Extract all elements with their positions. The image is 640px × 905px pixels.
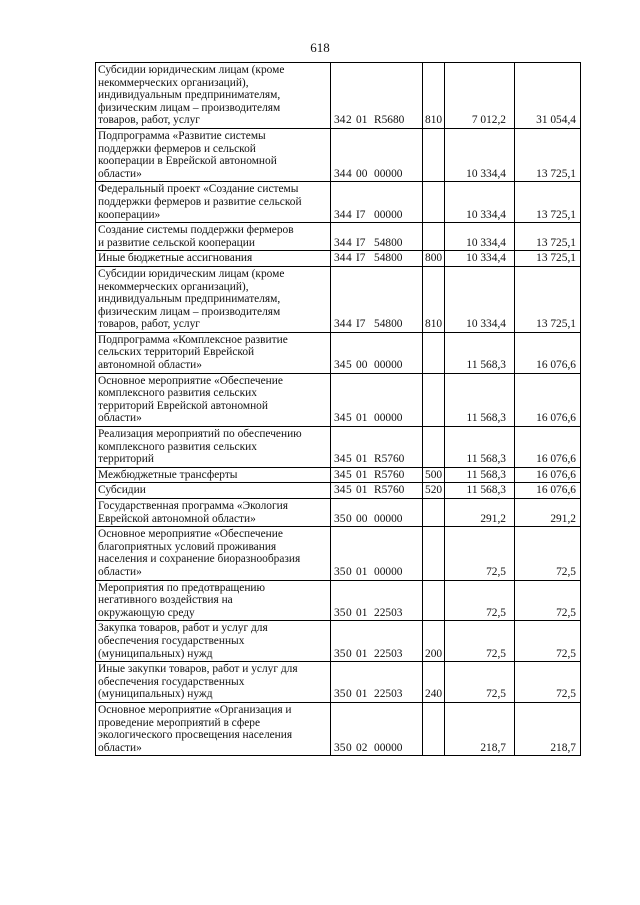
row-sum-year2: 72,5 — [515, 621, 581, 662]
row-sum-year2: 218,7 — [515, 702, 581, 755]
table-row — [96, 251, 581, 267]
code-program: 34 — [334, 236, 346, 249]
code-direction: 00000 — [374, 565, 403, 578]
code-subprogram: 0 — [346, 741, 352, 754]
table-row — [96, 483, 581, 499]
code-direction: 00000 — [374, 167, 403, 180]
row-expense-type: 800 — [423, 251, 445, 267]
code-subprogram: 0 — [346, 606, 352, 619]
row-code — [331, 266, 423, 332]
row-name: Подпрограмма «Развитие системы поддержки фермеров и сельской кооперации в Еврейской автономной области» — [96, 128, 331, 181]
code-program: 34 — [334, 114, 346, 127]
row-name: Закупка товаров, работ и услуг для обеспечения государственных (муниципальных) нужд — [96, 621, 331, 662]
table-row — [96, 128, 581, 181]
table-row — [96, 662, 581, 703]
row-sum-year2: 13 725,1 — [515, 223, 581, 251]
row-sum-year1: 72,5 — [445, 580, 515, 621]
code-direction: 00000 — [374, 412, 403, 425]
code-subprogram: 0 — [346, 565, 352, 578]
row-sum-year1: 10 334,4 — [445, 182, 515, 223]
table-row — [96, 63, 581, 129]
code-event: 01 — [356, 647, 368, 660]
code-program: 34 — [334, 359, 346, 372]
row-sum-year2: 16 076,6 — [515, 332, 581, 373]
row-expense-type: 200 — [423, 621, 445, 662]
code-subprogram: 5 — [346, 359, 352, 372]
row-sum-year1: 11 568,3 — [445, 467, 515, 483]
code-event: 01 — [356, 412, 368, 425]
code-subprogram: 0 — [346, 688, 352, 701]
code-event: I7 — [356, 208, 366, 221]
row-sum-year2: 291,2 — [515, 499, 581, 527]
code-subprogram: 5 — [346, 484, 352, 497]
table-row — [96, 427, 581, 468]
table-row — [96, 373, 581, 426]
code-subprogram: 4 — [346, 252, 352, 265]
row-code — [331, 427, 423, 468]
code-program: 35 — [334, 647, 346, 660]
row-expense-type — [423, 332, 445, 373]
code-subprogram: 4 — [346, 208, 352, 221]
row-sum-year2: 16 076,6 — [515, 467, 581, 483]
code-direction: R5760 — [374, 453, 405, 466]
row-expense-type — [423, 128, 445, 181]
code-subprogram: 2 — [346, 114, 352, 127]
code-subprogram: 5 — [346, 468, 352, 481]
row-code — [331, 223, 423, 251]
row-name: Основное мероприятие «Обеспечение благоприятных условий проживания населения и сохранение биоразнообразия области» — [96, 527, 331, 580]
row-code — [331, 467, 423, 483]
row-sum-year1: 11 568,3 — [445, 483, 515, 499]
row-code — [331, 527, 423, 580]
code-direction: 22503 — [374, 647, 403, 660]
row-expense-type — [423, 223, 445, 251]
code-subprogram: 5 — [346, 412, 352, 425]
table-row — [96, 499, 581, 527]
row-sum-year2: 72,5 — [515, 580, 581, 621]
code-event: 01 — [356, 688, 368, 701]
row-expense-type: 810 — [423, 266, 445, 332]
code-direction: 54800 — [374, 318, 403, 331]
code-program: 34 — [334, 412, 346, 425]
code-event: 00 — [356, 359, 368, 372]
row-sum-year2: 72,5 — [515, 662, 581, 703]
code-direction: 54800 — [374, 236, 403, 249]
row-sum-year1: 10 334,4 — [445, 223, 515, 251]
code-subprogram: 5 — [346, 453, 352, 466]
code-program: 34 — [334, 208, 346, 221]
row-name: Основное мероприятие «Организация и проведение мероприятий в сфере экологического просвещения населения области» — [96, 702, 331, 755]
row-code — [331, 373, 423, 426]
row-expense-type — [423, 373, 445, 426]
row-code — [331, 63, 423, 129]
code-event: I7 — [356, 318, 366, 331]
row-expense-type: 240 — [423, 662, 445, 703]
row-code — [331, 621, 423, 662]
row-name: Основное мероприятие «Обеспечение комплексного развития сельских территорий Еврейской автономной области» — [96, 373, 331, 426]
row-expense-type — [423, 702, 445, 755]
row-sum-year1: 10 334,4 — [445, 128, 515, 181]
row-name: Межбюджетные трансферты — [96, 467, 331, 483]
code-program: 35 — [334, 741, 346, 754]
row-sum-year1: 11 568,3 — [445, 373, 515, 426]
row-sum-year1: 11 568,3 — [445, 332, 515, 373]
table-row — [96, 223, 581, 251]
code-program: 34 — [334, 318, 346, 331]
row-code — [331, 483, 423, 499]
row-name: Мероприятия по предотвращению негативного воздействия на окружающую среду — [96, 580, 331, 621]
code-event: 02 — [356, 741, 368, 754]
row-code — [331, 580, 423, 621]
row-code — [331, 182, 423, 223]
code-direction: 22503 — [374, 688, 403, 701]
code-program: 34 — [334, 468, 346, 481]
row-code — [331, 662, 423, 703]
code-subprogram: 0 — [346, 647, 352, 660]
code-program: 35 — [334, 512, 346, 525]
row-sum-year1: 72,5 — [445, 527, 515, 580]
code-event: 01 — [356, 565, 368, 578]
code-subprogram: 4 — [346, 318, 352, 331]
row-sum-year1: 218,7 — [445, 702, 515, 755]
code-direction: 00000 — [374, 208, 403, 221]
row-name: Государственная программа «Экология Еврейской автономной области» — [96, 499, 331, 527]
row-name: Создание системы поддержки фермеров и развитие сельской кооперации — [96, 223, 331, 251]
code-program: 34 — [334, 453, 346, 466]
row-name: Реализация мероприятий по обеспечению комплексного развития сельских территорий — [96, 427, 331, 468]
row-sum-year1: 10 334,4 — [445, 251, 515, 267]
budget-table-body — [96, 63, 581, 756]
page-number: 618 — [310, 40, 330, 55]
row-code — [331, 499, 423, 527]
code-event: 01 — [356, 468, 368, 481]
row-sum-year1: 10 334,4 — [445, 266, 515, 332]
row-sum-year1: 7 012,2 — [445, 63, 515, 129]
code-event: 00 — [356, 167, 368, 180]
row-code — [331, 332, 423, 373]
row-expense-type — [423, 499, 445, 527]
row-expense-type — [423, 580, 445, 621]
code-event: 01 — [356, 484, 368, 497]
code-program: 34 — [334, 252, 346, 265]
row-expense-type — [423, 527, 445, 580]
code-program: 35 — [334, 606, 346, 619]
row-name: Субсидии юридическим лицам (кроме некоммерческих организаций), индивидуальным предпринимателям, физическим лицам – производителям товаров, работ, услуг — [96, 266, 331, 332]
row-expense-type: 520 — [423, 483, 445, 499]
row-code — [331, 128, 423, 181]
row-sum-year2: 16 076,6 — [515, 373, 581, 426]
code-subprogram: 0 — [346, 512, 352, 525]
code-event: 01 — [356, 453, 368, 466]
row-sum-year2: 13 725,1 — [515, 251, 581, 267]
row-name: Субсидии — [96, 483, 331, 499]
row-sum-year2: 16 076,6 — [515, 483, 581, 499]
code-direction: 00000 — [374, 741, 403, 754]
table-row — [96, 266, 581, 332]
row-expense-type: 500 — [423, 467, 445, 483]
row-expense-type — [423, 182, 445, 223]
table-row — [96, 580, 581, 621]
row-sum-year1: 11 568,3 — [445, 427, 515, 468]
table-row — [96, 621, 581, 662]
row-expense-type: 810 — [423, 63, 445, 129]
table-row — [96, 332, 581, 373]
row-name: Иные закупки товаров, работ и услуг для обеспечения государственных (муниципальных) нужд — [96, 662, 331, 703]
row-sum-year2: 72,5 — [515, 527, 581, 580]
code-event: 01 — [356, 114, 368, 127]
row-name: Подпрограмма «Комплексное развитие сельских территорий Еврейской автономной области» — [96, 332, 331, 373]
row-sum-year2: 13 725,1 — [515, 266, 581, 332]
row-expense-type — [423, 427, 445, 468]
code-direction: R5760 — [374, 468, 405, 481]
row-name: Федеральный проект «Создание системы поддержки фермеров и развитие сельской кооперации» — [96, 182, 331, 223]
table-row — [96, 702, 581, 755]
code-event: 01 — [356, 606, 368, 619]
table-row — [96, 182, 581, 223]
code-subprogram: 4 — [346, 167, 352, 180]
row-sum-year2: 16 076,6 — [515, 427, 581, 468]
row-code — [331, 702, 423, 755]
code-direction: 00000 — [374, 359, 403, 372]
budget-table — [95, 62, 581, 756]
code-direction: R5760 — [374, 484, 405, 497]
table-row — [96, 467, 581, 483]
code-direction: 54800 — [374, 252, 403, 265]
code-event: I7 — [356, 236, 366, 249]
code-direction: 22503 — [374, 606, 403, 619]
row-name: Иные бюджетные ассигнования — [96, 251, 331, 267]
row-sum-year1: 72,5 — [445, 621, 515, 662]
row-sum-year2: 13 725,1 — [515, 128, 581, 181]
code-program: 35 — [334, 688, 346, 701]
code-direction: 00000 — [374, 512, 403, 525]
code-direction: R5680 — [374, 114, 405, 127]
code-event: 00 — [356, 512, 368, 525]
table-row — [96, 527, 581, 580]
row-sum-year2: 13 725,1 — [515, 182, 581, 223]
row-sum-year1: 291,2 — [445, 499, 515, 527]
code-event: I7 — [356, 252, 366, 265]
row-name: Субсидии юридическим лицам (кроме некоммерческих организаций), индивидуальным предпринимателям, физическим лицам – производителям товаров, работ, услуг — [96, 63, 331, 129]
code-program: 34 — [334, 484, 346, 497]
code-subprogram: 4 — [346, 236, 352, 249]
row-code — [331, 251, 423, 267]
code-program: 35 — [334, 565, 346, 578]
row-sum-year2: 31 054,4 — [515, 63, 581, 129]
row-sum-year1: 72,5 — [445, 662, 515, 703]
code-program: 34 — [334, 167, 346, 180]
